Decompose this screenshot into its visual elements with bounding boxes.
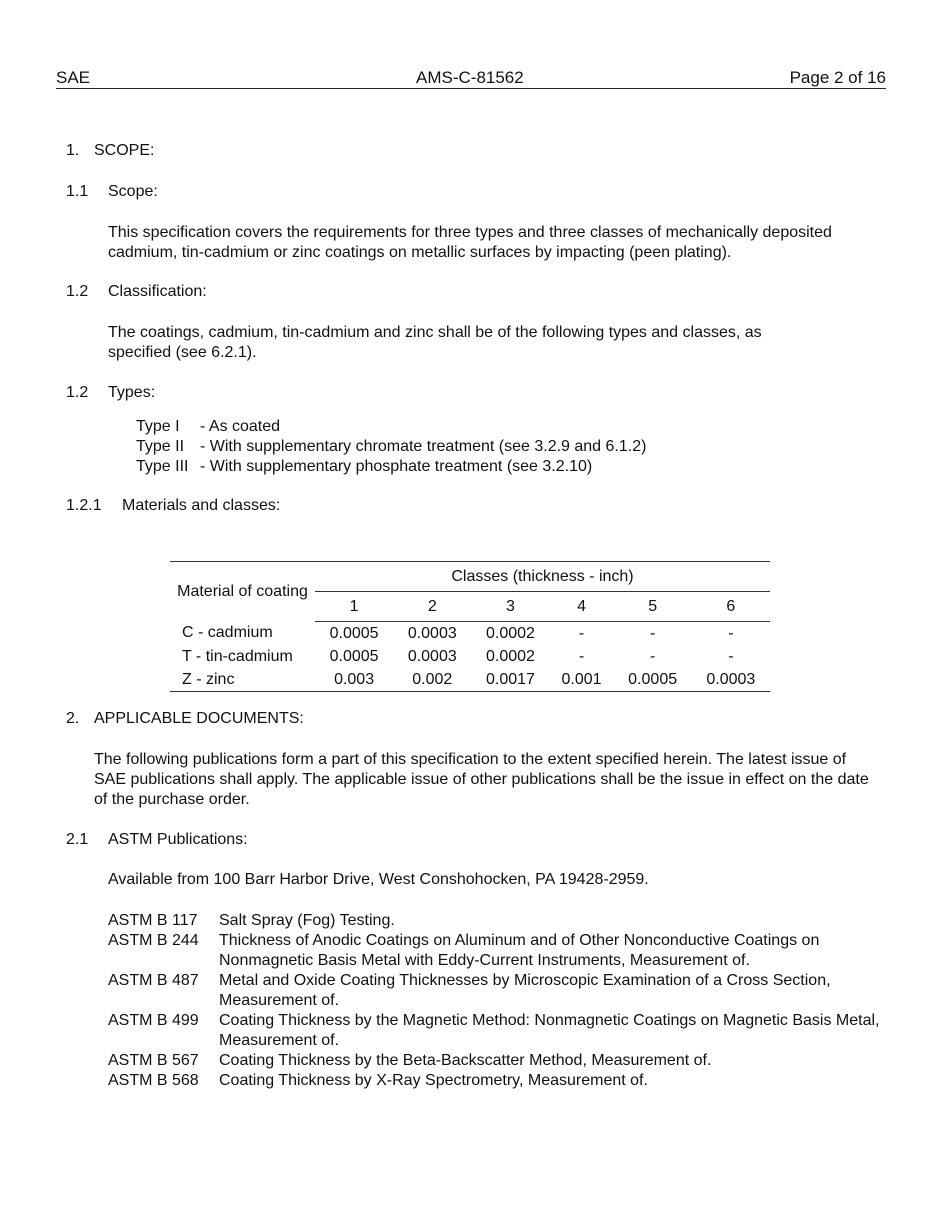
type-desc: - As coated: [200, 418, 281, 435]
list-item: [108, 1011, 888, 1051]
class-header: 4: [550, 592, 614, 622]
value-cell: 0.0002: [486, 624, 535, 642]
class-header: 2: [393, 592, 471, 622]
section-1-1-heading: [66, 183, 158, 201]
table-row: [170, 622, 770, 646]
section-1-2-heading: [66, 283, 207, 301]
section-number: 2.: [66, 710, 80, 727]
list-item: [108, 971, 888, 1011]
reference-id: ASTM B 487: [108, 972, 199, 989]
list-item: [108, 1051, 888, 1071]
reference-title: Metal and Oxide Coating Thicknesses by Microscopic Examination of a Cross Section, Measurement of.: [219, 972, 831, 1009]
value-cell: 0.0003: [407, 624, 457, 642]
type-desc: - With supplementary phosphate treatment (see 3.2.10): [200, 458, 593, 475]
section-1-2-1-heading: [66, 497, 281, 515]
value-cell: -: [578, 647, 585, 665]
section-number: 1.2: [66, 384, 89, 401]
section-title: Classification:: [108, 283, 207, 300]
type-name: Type III: [136, 458, 189, 475]
reference-title: Salt Spray (Fog) Testing.: [219, 912, 395, 929]
material-cell: Z - zinc: [182, 670, 235, 688]
material-cell: C - cadmium: [182, 624, 273, 642]
list-item: [108, 931, 888, 971]
section-number: 1.2: [66, 283, 89, 300]
header-page-number: Page 2 of 16: [789, 68, 886, 87]
reference-title: Coating Thickness by the Magnetic Method: Nonmagnetic Coatings on Magnetic Basis Metal, Measurement of.: [219, 1012, 880, 1049]
section-title: APPLICABLE DOCUMENTS:: [94, 710, 304, 727]
type-name: Type II: [136, 438, 185, 455]
class-header: 6: [692, 592, 770, 622]
header-org: SAE: [56, 68, 91, 87]
materials-classes-table: [170, 561, 770, 692]
value-cell: 0.0002: [486, 647, 535, 665]
type-desc: - With supplementary chromate treatment (see 3.2.9 and 6.1.2): [200, 438, 647, 455]
section-title: Materials and classes:: [122, 497, 281, 514]
value-cell: -: [728, 647, 734, 665]
type-item: [136, 417, 281, 437]
value-cell: 0.0003: [706, 670, 756, 688]
table-row: [170, 668, 770, 692]
page-header: [56, 68, 886, 89]
list-item: [108, 911, 888, 931]
reference-title: Thickness of Anodic Coatings on Aluminum and of Other Nonconductive Coatings on Nonmagnetic Basis Metal with Eddy-Current Instruments, Measurement of.: [219, 932, 820, 969]
classification-paragraph: The coatings, cadmium, tin-cadmium and zinc shall be of the following types and classes, as specified (see 6.2.1).: [108, 324, 762, 361]
material-column-header: Material of coating: [177, 582, 308, 600]
section-number: 1.2.1: [66, 497, 102, 514]
section-number: 1.1: [66, 183, 89, 200]
astm-reference-list: [108, 911, 888, 1091]
list-item: [108, 1071, 888, 1091]
section-title: Types:: [108, 384, 156, 401]
reference-id: ASTM B 244: [108, 932, 199, 949]
section-title: SCOPE:: [94, 142, 155, 159]
value-cell: 0.003: [334, 670, 375, 688]
value-cell: 0.002: [412, 670, 453, 688]
value-cell: 0.0005: [628, 670, 678, 688]
reference-id: ASTM B 567: [108, 1052, 199, 1069]
reference-id: ASTM B 568: [108, 1072, 199, 1089]
type-name: Type I: [136, 418, 180, 435]
value-cell: 0.0017: [486, 670, 535, 688]
types-list: [136, 417, 647, 477]
value-cell: -: [649, 647, 656, 665]
table-row: [170, 645, 770, 668]
class-header: 5: [614, 592, 692, 622]
type-item: [136, 457, 593, 477]
astm-address: Available from 100 Barr Harbor Drive, West Conshohocken, PA 19428-2959.: [108, 871, 649, 888]
applicable-documents-paragraph: The following publications form a part of this specification to the extent specified herein. The latest issue of SAE publications shall apply. The applicable issue of other publications shall be the issue in effect on the date of the purchase order.: [94, 751, 869, 808]
header-doc-number: AMS-C-81562: [416, 68, 524, 87]
value-cell: -: [649, 624, 656, 642]
type-item: [136, 437, 647, 457]
value-cell: 0.0005: [329, 624, 379, 642]
section-number: 2.1: [66, 831, 89, 848]
reference-id: ASTM B 499: [108, 1012, 199, 1029]
class-header: 1: [315, 592, 393, 622]
reference-title: Coating Thickness by X-Ray Spectrometry, Measurement of.: [219, 1072, 648, 1089]
section-title: ASTM Publications:: [108, 831, 248, 848]
classes-group-header: Classes (thickness - inch): [315, 562, 770, 592]
section-title: Scope:: [108, 183, 158, 200]
material-cell: T - tin-cadmium: [182, 647, 293, 665]
value-cell: 0.001: [561, 670, 602, 688]
value-cell: -: [728, 624, 734, 642]
class-header: 3: [471, 592, 549, 622]
value-cell: 0.0003: [407, 647, 457, 665]
section-2-1-heading: [66, 831, 248, 849]
scope-paragraph: This specification covers the requirements for three types and three classes of mechanically deposited cadmium, tin-cadmium or zinc coatings on metallic surfaces by impacting (peen plating).: [108, 224, 832, 261]
section-types-heading: [66, 384, 156, 402]
value-cell: -: [578, 624, 585, 642]
reference-title: Coating Thickness by the Beta-Backscatter Method, Measurement of.: [219, 1052, 712, 1069]
section-1-heading: [66, 142, 155, 160]
section-2-heading: [66, 710, 304, 728]
reference-id: ASTM B 117: [108, 912, 198, 929]
section-number: 1.: [66, 142, 80, 159]
value-cell: 0.0005: [329, 647, 379, 665]
